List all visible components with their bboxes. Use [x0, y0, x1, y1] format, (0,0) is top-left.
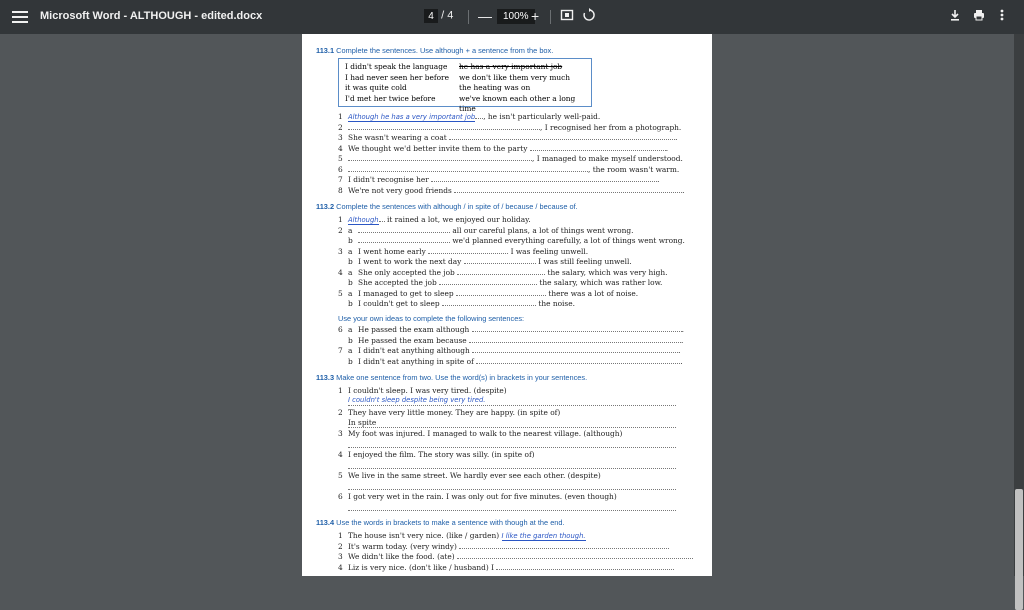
list-item [338, 257, 632, 266]
exercise-title: Complete the sentences. Use although + a sentence from the box. [336, 46, 554, 55]
item-letter: b [348, 257, 353, 266]
answer-blank[interactable] [449, 133, 678, 142]
list-item [338, 471, 601, 480]
sentence-text: She wasn't wearing a coat [348, 133, 447, 142]
answer-blank[interactable] [464, 257, 536, 264]
pdf-toolbar [0, 0, 1024, 34]
answer-blank[interactable] [454, 186, 685, 195]
sentence-text: the salary, which was rather low. [539, 278, 663, 287]
list-item [338, 542, 669, 551]
item-number: 6 [338, 492, 343, 501]
exercise-number: 113.2 [316, 202, 335, 211]
list-item [338, 144, 668, 153]
list-item [338, 175, 659, 184]
box-item: we've known each other a long time [459, 93, 576, 113]
item-number: 4 [338, 144, 343, 153]
item-letter: b [348, 278, 353, 287]
item-number: 6 [338, 165, 343, 174]
list-item [338, 429, 622, 438]
answer-blank[interactable] [428, 247, 508, 254]
zoom-level-input[interactable]: 100% [497, 9, 535, 24]
answer-blank[interactable] [457, 268, 545, 275]
sentence-box [338, 58, 592, 113]
box-item: I had never seen her before [345, 72, 449, 82]
item-number: 2 [338, 226, 343, 235]
sentence-text: I went to work the next day [358, 257, 462, 266]
item-letter: a [348, 289, 353, 298]
answer-blank[interactable] [457, 552, 693, 559]
list-item [338, 563, 674, 572]
item-number: 1 [338, 531, 343, 540]
answer-blank[interactable] [358, 226, 450, 233]
page-separator: / [441, 9, 445, 22]
list-item [338, 386, 507, 395]
list-item: 7 a I didn't eat anything although . [338, 346, 681, 355]
sentence-text: all our careful plans, a lot of things went wrong. [452, 226, 634, 235]
list-item [338, 123, 681, 132]
zoom-out-button[interactable]: — [478, 8, 492, 24]
list-item [338, 552, 693, 561]
answer-blank[interactable] [431, 175, 660, 184]
exercise-number: 113.4 [316, 518, 335, 527]
item-number: 1 [338, 386, 343, 395]
download-icon[interactable] [948, 8, 962, 25]
sub-instruction: Use your own ideas to complete the following sentences: [338, 314, 525, 323]
answer-line[interactable] [348, 446, 676, 448]
item-number: 3 [338, 552, 343, 561]
box-item: it was quite cold [345, 83, 407, 92]
sentence-text: My foot was injured. I managed to walk to the nearest village. (although) [348, 429, 623, 438]
sentence-text: I couldn't sleep. I was very tired. (despite) [348, 386, 507, 395]
sentence-text: I didn't recognise her [348, 175, 429, 184]
page-total: 4 [447, 9, 454, 22]
answer-blank[interactable] [472, 346, 678, 353]
sentence-text: the salary, which was very high. [547, 268, 668, 277]
list-item: b He passed the exam because . [348, 336, 684, 345]
list-item [338, 236, 685, 245]
list-item [338, 531, 586, 541]
sentence-text: I went home early [358, 247, 426, 256]
document-title: Microsoft Word - ALTHOUGH - edited.docx [40, 10, 263, 22]
sentence-text: , I managed to make myself understood. [532, 154, 683, 163]
item-letter: a [348, 247, 353, 256]
sentence-text: I didn't eat anything in spite of [358, 357, 474, 366]
item-number: 7 [338, 346, 343, 355]
exercise-title: Use the words in brackets to make a sentence with though at the end. [336, 518, 565, 527]
box-item: I'd met her twice before [345, 93, 436, 103]
item-number: 2 [338, 123, 343, 132]
list-item [338, 492, 617, 501]
sentence-text: I didn't eat anything although [358, 346, 470, 355]
list-item [338, 112, 600, 122]
sentence-text: We live in the same street. We hardly ever see each other. (despite) [348, 471, 601, 480]
box-item: I didn't speak the language [345, 62, 448, 71]
answer-line[interactable]: In spite [348, 418, 676, 428]
sentence-text: We thought we'd better invite them to the party [348, 144, 528, 153]
sentence-text: Liz is very nice. (don't like / husband) I [348, 563, 494, 572]
item-number: 2 [338, 542, 343, 551]
answer-blank[interactable] [348, 154, 532, 161]
answer-blank[interactable] [442, 299, 536, 306]
print-icon[interactable] [972, 8, 986, 25]
item-letter: a [348, 325, 353, 334]
answer-blank[interactable] [530, 144, 669, 153]
item-number: 3 [338, 133, 343, 142]
document-page [302, 34, 712, 576]
sentence-text: , the room wasn't warm. [588, 165, 680, 174]
item-letter: b [348, 236, 353, 245]
sentence-text: It's warm today. (very windy) [348, 542, 457, 551]
handwritten-answer: Although he has a very important job [348, 113, 476, 121]
box-item: the heating was on [459, 83, 531, 92]
sentence-text: . [675, 133, 678, 142]
sentence-text: I couldn't get to sleep [358, 299, 440, 308]
box-right-column [459, 62, 591, 115]
answer-blank[interactable] [496, 563, 674, 570]
list-item [338, 289, 638, 298]
answer-blank[interactable] [476, 357, 680, 364]
list-item [338, 154, 683, 163]
item-number: 4 [338, 268, 343, 277]
page-number-input[interactable] [424, 9, 438, 23]
item-number: 1 [338, 215, 343, 224]
sentence-text: , I recognised her from a photograph. [540, 123, 682, 132]
item-letter: b [348, 299, 353, 308]
item-number: 5 [338, 471, 343, 480]
list-item: 6 a He passed the exam although . [338, 325, 685, 334]
more-options-icon[interactable] [999, 8, 1005, 25]
exercise-number: 113.3 [316, 373, 335, 382]
sentence-text: the noise. [538, 299, 575, 308]
exercise-number: 113.1 [316, 46, 335, 55]
sentence-text: I managed to get to sleep [358, 289, 454, 298]
sentence-text: . [657, 175, 660, 184]
list-item [338, 408, 560, 417]
item-letter: a [348, 226, 353, 235]
item-letter: a [348, 346, 353, 355]
item-letter: b [348, 336, 353, 345]
toolbar-divider [468, 10, 469, 24]
list-item [338, 165, 679, 174]
sentence-text: I got very wet in the rain. I was only out for five minutes. (even though) [348, 492, 617, 501]
box-item: we don't like them very much [459, 72, 571, 82]
sentence-text: We didn't like the food. (ate) [348, 552, 455, 561]
list-item [338, 268, 668, 277]
item-number: 3 [338, 429, 343, 438]
exercise-113-1-heading [316, 46, 553, 55]
item-number: 2 [338, 408, 343, 417]
sentence-text: we'd planned everything carefully, a lot of things went wrong. [452, 236, 685, 245]
answer-blank[interactable] [348, 123, 540, 130]
exercise-title: Complete the sentences with although / in spite of / because / because of. [336, 202, 578, 211]
page-indicator [424, 9, 453, 23]
handwritten-answer: I couldn't sleep despite being very tired. [348, 396, 676, 406]
sentence-text: He passed the exam because [358, 336, 467, 345]
item-number: 3 [338, 247, 343, 256]
item-number: 4 [338, 563, 343, 572]
list-item [338, 450, 535, 459]
box-left-column [345, 62, 449, 104]
list-item [338, 299, 575, 308]
list-item [338, 278, 662, 287]
item-number: 8 [338, 186, 343, 195]
sentence-text: He passed the exam although [358, 325, 470, 334]
handwritten-answer: Although [348, 216, 379, 224]
item-number: 4 [338, 450, 343, 459]
sentence-text: . [682, 186, 685, 195]
exercise-113-2-heading [316, 202, 578, 211]
sentence-text: She only accepted the job [358, 268, 455, 277]
sentence-text: We're not very good friends [348, 186, 452, 195]
list-item [338, 186, 685, 195]
scrollbar-thumb[interactable] [1015, 489, 1023, 610]
list-item [338, 226, 633, 235]
answer-blank[interactable] [439, 278, 537, 285]
item-number: 1 [338, 112, 343, 121]
list-item: b I didn't eat anything in spite of . [348, 357, 683, 366]
box-item-struck: he has a very important job [459, 62, 563, 71]
sentence-text: I was feeling unwell. [510, 247, 589, 256]
sentence-text: They have very little money. They are happy. (in spite of) [348, 408, 561, 417]
menu-icon[interactable] [12, 8, 28, 24]
answer-blank[interactable] [348, 165, 588, 172]
list-item [338, 215, 531, 225]
item-number: 7 [338, 175, 343, 184]
item-number: 5 [338, 154, 343, 163]
list-item [338, 247, 588, 256]
exercise-113-4-heading [316, 518, 565, 527]
item-number: 6 [338, 325, 343, 334]
list-item [338, 133, 677, 142]
toolbar-divider [550, 10, 551, 24]
sentence-text: I was still feeling unwell. [538, 257, 632, 266]
answer-line[interactable] [348, 488, 676, 490]
answer-blank[interactable] [358, 236, 450, 243]
answer-blank[interactable] [459, 542, 669, 549]
answer-blank[interactable] [472, 325, 682, 332]
exercise-title: Make one sentence from two. Use the word(s) in brackets in your sentences. [336, 373, 588, 382]
answer-line[interactable] [348, 509, 676, 511]
sentence-text: there was a lot of noise. [548, 289, 639, 298]
handwritten-answer: I like the garden though. [501, 532, 586, 540]
sentence-text: , he isn't particularly well-paid. [483, 112, 601, 121]
answer-blank[interactable] [456, 289, 546, 296]
answer-line[interactable] [348, 467, 676, 469]
answer-blank[interactable] [469, 336, 681, 343]
sentence-text: The house isn't very nice. (like / garden) [348, 531, 500, 540]
zoom-in-button[interactable]: + [531, 8, 540, 24]
sentence-text: I enjoyed the film. The story was silly. (in spite of) [348, 450, 535, 459]
exercise-113-3-heading [316, 373, 587, 382]
item-letter: b [348, 357, 353, 366]
item-letter: a [348, 268, 353, 277]
sentence-text: She accepted the job [358, 278, 437, 287]
fit-page-icon[interactable] [560, 8, 574, 25]
sentence-text: . [665, 144, 669, 153]
item-number: 5 [338, 289, 343, 298]
sentence-text: it rained a lot, we enjoyed our holiday. [386, 215, 531, 224]
scrollbar[interactable] [1014, 34, 1024, 576]
rotate-icon[interactable] [582, 8, 596, 25]
